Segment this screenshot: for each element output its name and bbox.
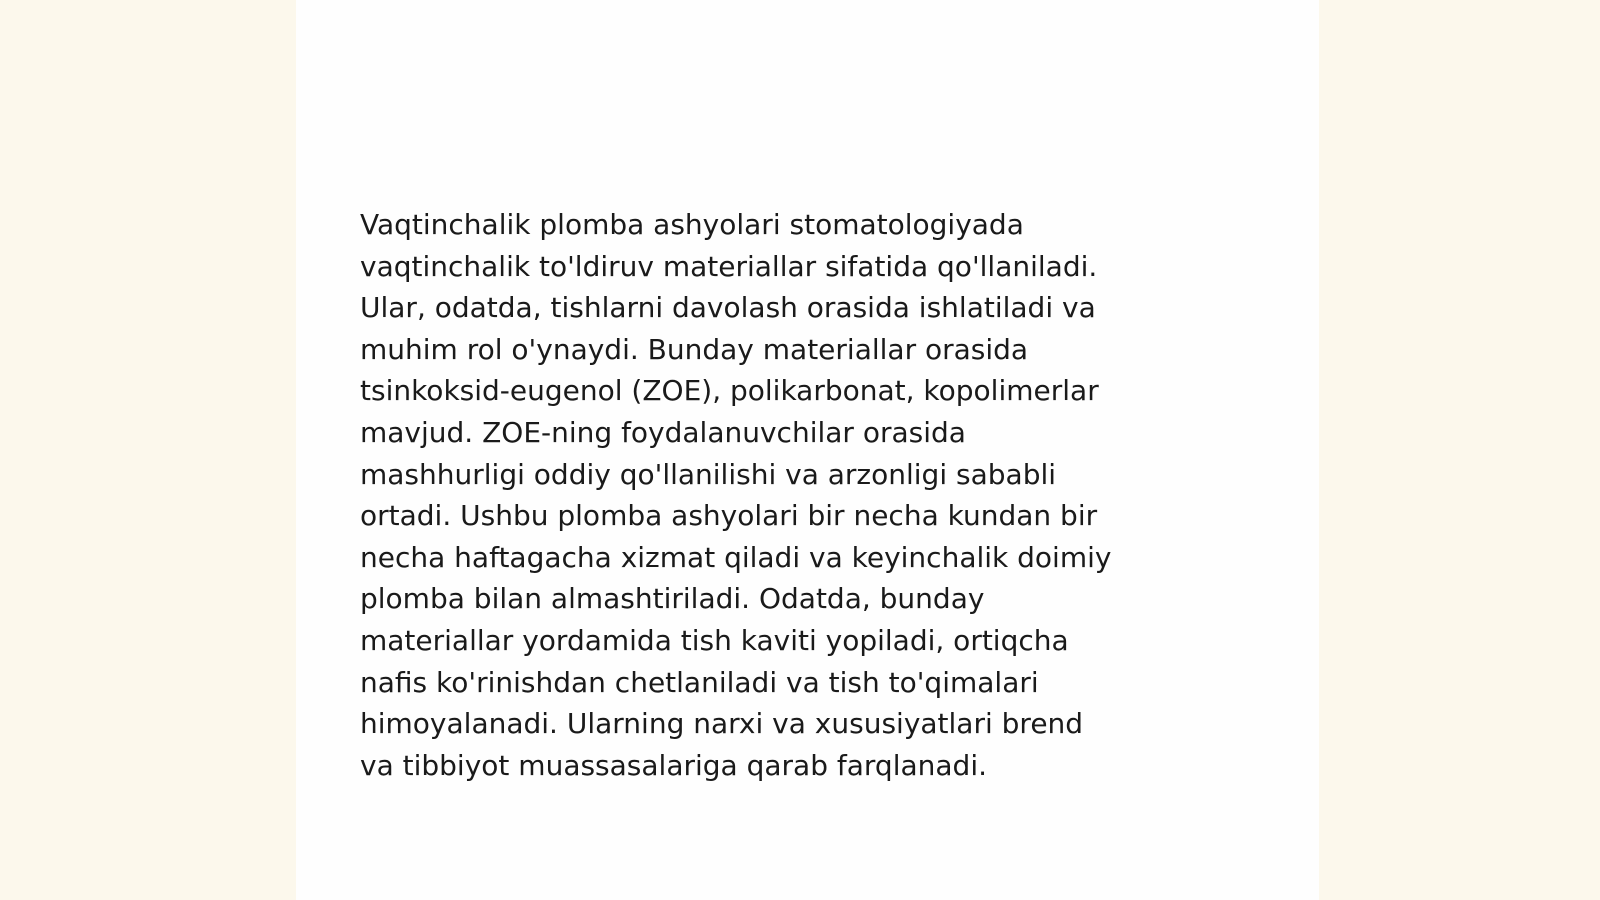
- slide-page: [296, 0, 1319, 900]
- paragraph-line: materiallar yordamida tish kaviti yopiladi, ortiqcha: [360, 623, 1069, 657]
- paragraph-line: himoyalanadi. Ularning narxi va xususiyatlari brend: [360, 707, 1084, 741]
- paragraph-line: Vaqtinchalik plomba ashyolari stomatologiyada: [360, 208, 1024, 241]
- paragraph-line: necha haftagacha xizmat qiladi va keyinchalik doimiy: [360, 540, 1112, 574]
- paragraph-line: va tibbiyot muassasalariga qarab farqlanadi.: [360, 748, 987, 782]
- paragraph-line: ortadi. Ushbu plomba ashyolari bir necha kundan bir: [360, 499, 1098, 533]
- paragraph-line: Ular, odatda, tishlarni davolash orasida ishlatiladi va: [360, 291, 1096, 325]
- body-paragraph: [360, 204, 1240, 786]
- paragraph-line: mashhurligi oddiy qo'llanilishi va arzonligi sababli: [360, 457, 1057, 491]
- paragraph-line: tsinkoksid-eugenol (ZOE), polikarbonat, kopolimerlar: [360, 374, 1099, 408]
- paragraph-line: plomba bilan almashtiriladi. Odatda, bunday: [360, 582, 985, 616]
- paragraph-line: muhim rol o'ynaydi. Bunday materiallar orasida: [360, 332, 1029, 366]
- paragraph-line: nafis ko'rinishdan chetlaniladi va tish to'qimalari: [360, 665, 1039, 699]
- paragraph-line: vaqtinchalik to'ldiruv materiallar sifatida qo'llaniladi.: [360, 249, 1098, 283]
- paragraph-line: mavjud. ZOE-ning foydalanuvchilar orasida: [360, 415, 966, 449]
